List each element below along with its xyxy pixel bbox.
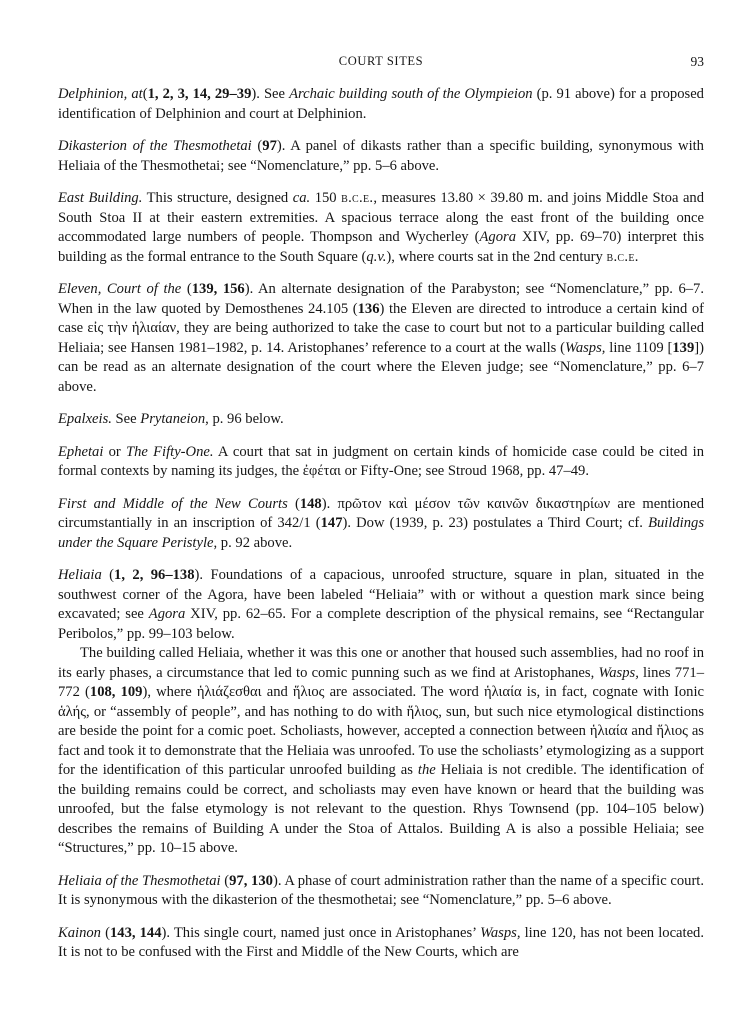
entry-paragraph: Heliaia (1, 2, 96–138). Foundations of a capacious, unroofed structure, square in plan, situated in the southwest corner of the Agora, have been labeled “Heliaia” with or without a question mark since being excavated; see Agora XIV, pp. 62–65. For a complete description of the physical remains, see “Rectangular Peribolos,” pp. 99–103 below. xyxy=(58,567,705,642)
entry-headword: East Building. xyxy=(58,190,143,206)
entry-refs: 1, 2, 96–138 xyxy=(114,567,195,583)
entry-epalxeis xyxy=(58,410,704,430)
entry-paragraph: Dikasterion of the Thesmothetai (97). A panel of dikasts rather than a specific building, synonymous with Heliaia of the Thesmothetai; see “Nomenclature,” pp. 5–6 above. xyxy=(58,138,704,174)
entry-paragraph: East Building. This structure, designed ca. 150 b.c.e., measures 13.80 × 39.80 m. and joins Middle Stoa and South Stoa II at their eastern extremities. A spacious terrace along the east front of the building once accommodated large numbers of people. Thompson and Wycherley (Agora XIV, pp. 69–70) interpret this building as the formal entrance to the South Square (q.v.), where courts sat in the 2nd century b.c.e. xyxy=(58,190,705,265)
cross-reference: Archaic building south of the Olympieion xyxy=(289,86,533,102)
entry-paragraph: Ephetai or The Fifty-One. A court that sat in judgment on certain kinds of homicide case could be cited in formal contexts by naming its judges, the ἐφέται or Fifty-One; see Stroud 1968, pp. 47–49. xyxy=(58,443,704,479)
entry-headword: Ephetai xyxy=(58,443,104,460)
entry-refs: 97, 130 xyxy=(229,872,273,889)
entry-paragraph: The building called Heliaia, whether it was this one or another that housed such assemblies, had no roof in its early phases, a circumstance that led to comic punning such as we find at Aristophanes, Wasps, lines 771–772 (108, 109), where ἡλιάζεσθαι and ἥλιος are associated. The word ἡλιαία is, in fact, cognate with Ionic ἁλής, or “assembly of people”, and has nothing to do with ἥλιος, sun, but such nice etymological distinctions are beside the point for a comic poet. Scholiasts, however, accepted a connection between ἡλιαία and ἥλιος as fact and took it to demonstrate that the Heliaia was unroofed. To use the scholiasts’ etymologizing as a support for the identification of this particular unroofed building as the Heliaia is not credible. The identification of the building remains could be correct, and scholiasts may even have known or heard that the building was unroofed, but the false etymology is not relevant to the question. Rhys Townsend (pp. 104–105 below) describes the remains of Building A under the Stoa of Attalos. Building A is also a possible Heliaia; see “Structures,” pp. 10–15 above. xyxy=(58,645,704,856)
entry-refs: 148 xyxy=(299,495,322,512)
entry-refs: 97 xyxy=(262,138,277,154)
entry-list xyxy=(58,85,704,963)
entry-heliaia-thesmothetai xyxy=(58,872,704,911)
entry-ephetai xyxy=(58,443,704,482)
entry-headword: First and Middle of the New Courts xyxy=(58,495,288,512)
document-page xyxy=(58,54,704,976)
entry-dikasterion xyxy=(58,137,704,176)
entry-paragraph: Eleven, Court of the (139, 156). An alternate designation of the Parabyston; see “Nomenclature,” pp. 6–7. When in the law quoted by Demosthenes 24.105 (136) the Eleven are directed to introduce a certain kind of case εἰς τὴν ἡλιαίαν, they are being authorized to take the case to court but not to a particular building called Heliaia; see Hansen 1981–1982, p. 14. Aristophanes’ reference to a court at the walls (Wasps, line 1109 [139]) can be read as an alternate designation of the court where the Eleven judge; see “Nomenclature,” pp. 6–7 above. xyxy=(58,281,705,395)
entry-paragraph: First and Middle of the New Courts (148). πρῶτον καὶ μέσον τῶν καινῶν δικαστηρίων are mentioned circumstantially in an inscription of 342/1 (147). Dow (1939, p. 23) postulates a Third Court; cf. Buildings under the Square Peristyle, p. 92 above. xyxy=(58,495,705,551)
entry-eleven-court xyxy=(58,280,704,397)
page-header xyxy=(58,54,704,76)
entry-headword: Heliaia xyxy=(58,567,102,583)
cross-reference: Prytaneion xyxy=(140,411,206,427)
entry-headword: Epalxeis. xyxy=(58,411,112,427)
entry-refs: 1, 2, 3, 14, 29–39 xyxy=(147,86,252,102)
entry-paragraph: Delphinion, at(1, 2, 3, 14, 29–39). See Archaic building south of the Olympieion (p. 91 above) for a proposed identification of Delphinion and court at Delphinion. xyxy=(58,86,704,122)
running-head: COURT SITES xyxy=(338,54,424,68)
entry-headword: Kainon xyxy=(58,924,101,941)
entry-east-building xyxy=(58,189,704,267)
entry-paragraph: Kainon (143, 144). This single court, named just once in Aristophanes’ Wasps, line 120, has not been located. It is not to be confused with the First and Middle of the New Courts, which are xyxy=(58,924,705,960)
entry-refs: 143, 144 xyxy=(109,924,162,941)
entry-heliaia xyxy=(58,566,704,859)
entry-kainon xyxy=(58,924,704,963)
entry-paragraph: Heliaia of the Thesmothetai (97, 130). A phase of court administration rather than the name of a specific court. It is synonymous with the dikasterion of the thesmothetai; see “Nomenclature,” pp. 5–6 above. xyxy=(58,872,705,908)
page-number: 93 xyxy=(690,54,704,69)
entry-headword: Delphinion, at xyxy=(58,86,143,102)
entry-headword: Eleven, Court of the xyxy=(58,281,182,297)
entry-headword: Dikasterion of the Thesmothetai xyxy=(58,138,252,154)
cross-reference: Buildings under the Square Peristyle xyxy=(58,515,705,551)
entry-first-and-middle xyxy=(58,495,704,554)
entry-paragraph: Epalxeis. See Prytaneion, p. 96 below. xyxy=(58,411,284,427)
entry-headword: Heliaia of the Thesmothetai xyxy=(58,872,221,889)
entry-refs: 139, 156 xyxy=(191,281,245,297)
entry-delphinion xyxy=(58,85,704,124)
